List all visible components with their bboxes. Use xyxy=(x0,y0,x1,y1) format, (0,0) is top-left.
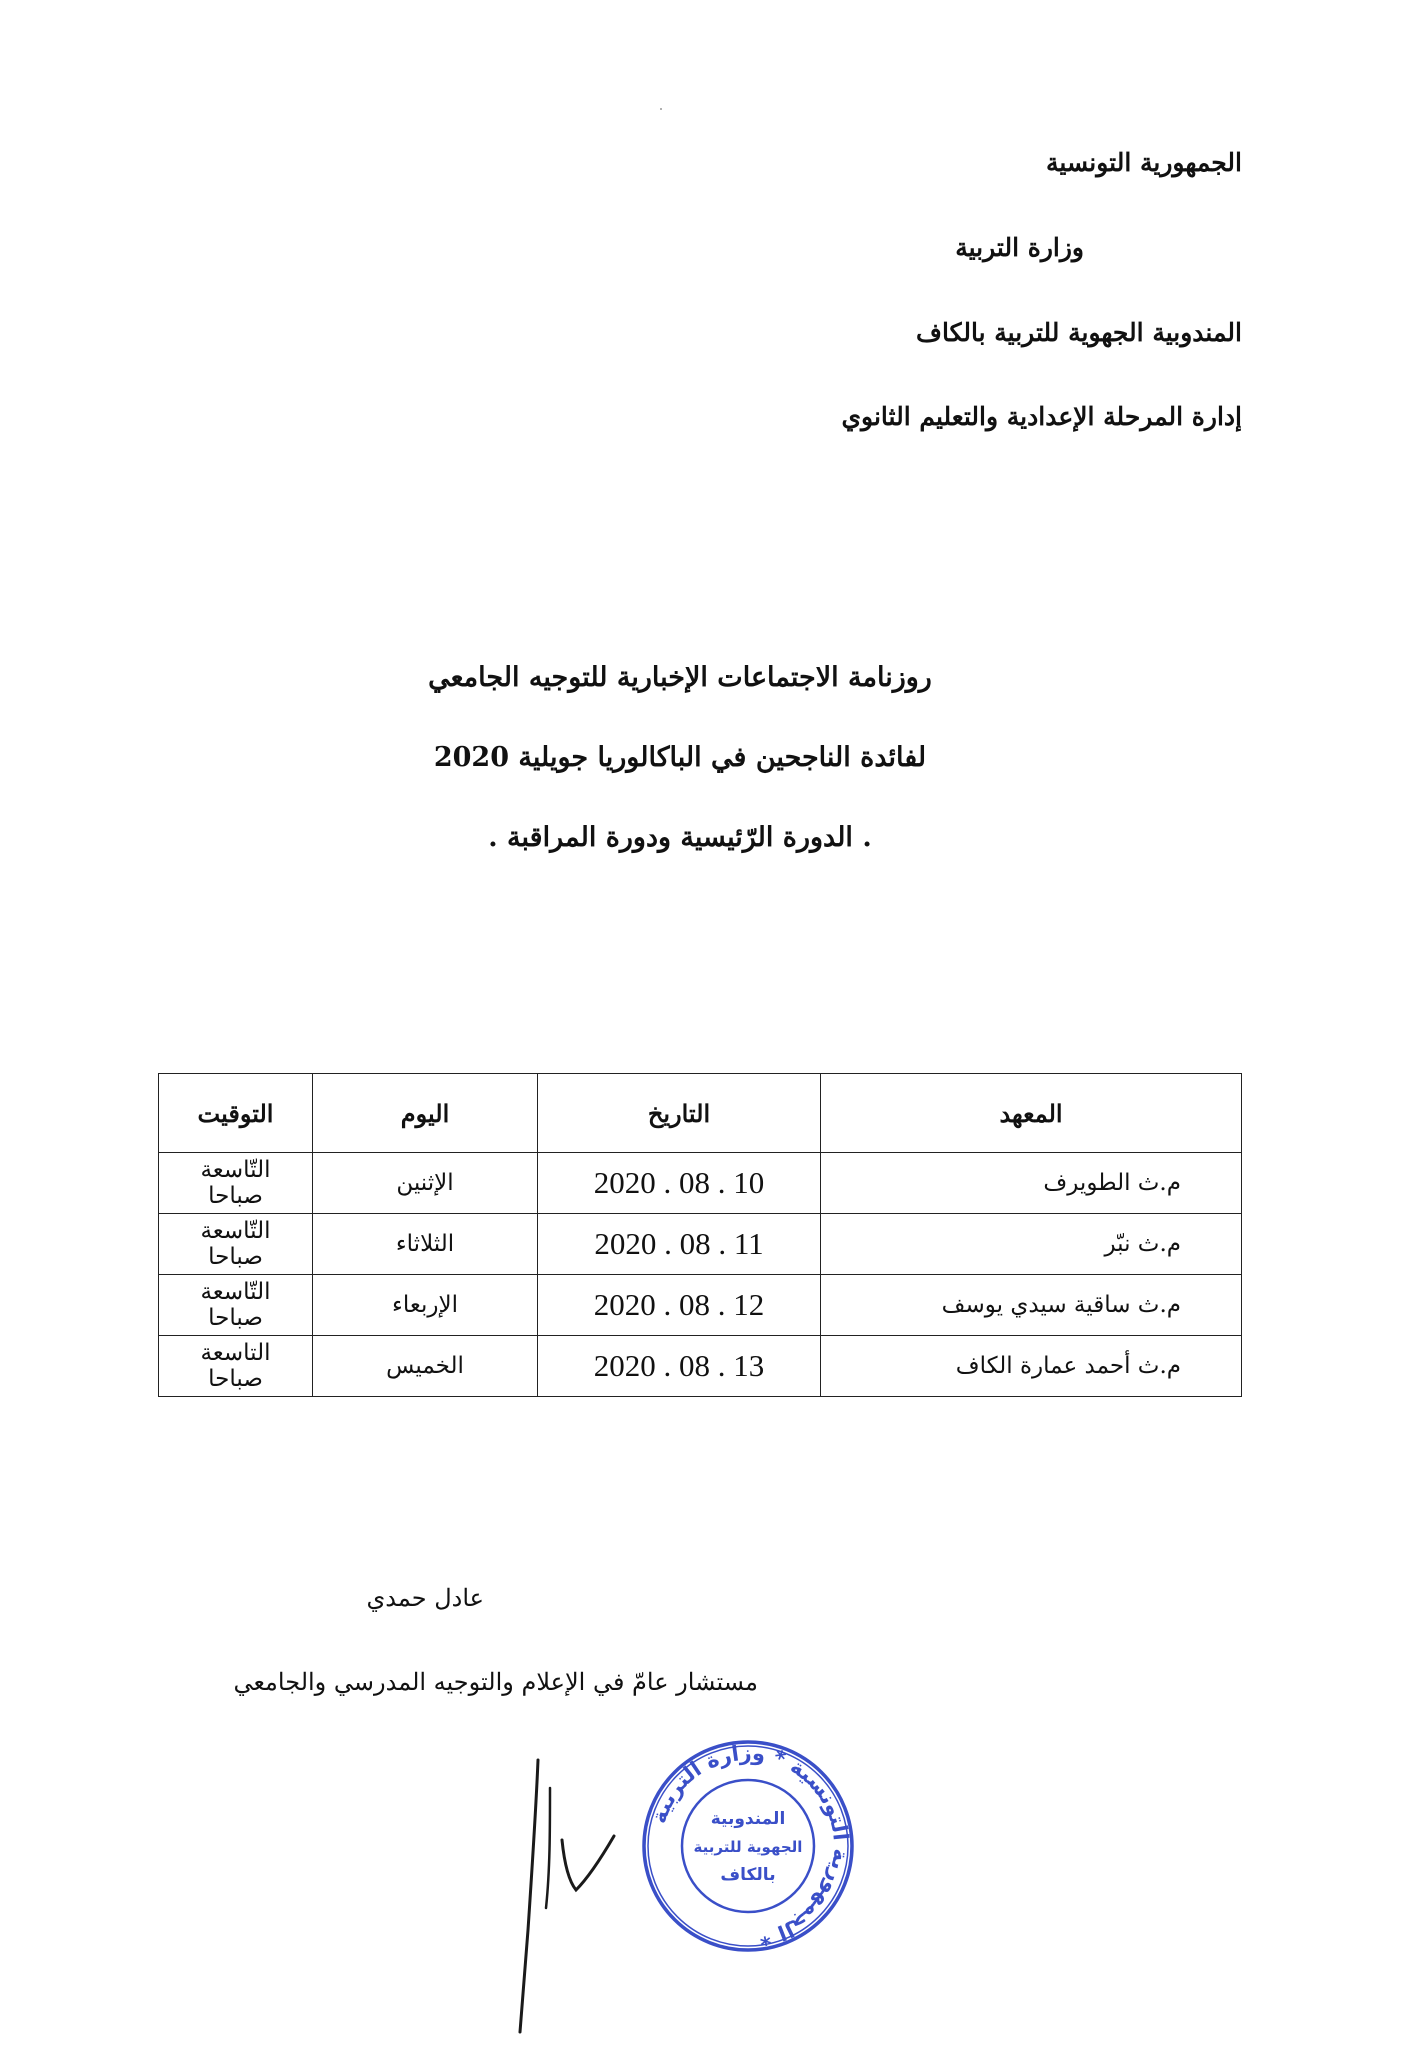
cell-date: 2020 . 08 . 10 xyxy=(538,1153,821,1214)
table-row xyxy=(159,1275,1242,1336)
cell-institute: م.ث أحمد عمارة الكاف xyxy=(821,1336,1242,1397)
table-row xyxy=(159,1153,1242,1214)
cell-date: 2020 . 08 . 13 xyxy=(538,1336,821,1397)
cell-date: 2020 . 08 . 12 xyxy=(538,1275,821,1336)
cell-institute: م.ث نبّر xyxy=(821,1214,1242,1275)
stamp-inner-line-2: الجهوية للتربية xyxy=(693,1838,803,1856)
title-line-3: . الدورة الرّئيسية ودورة المراقبة . xyxy=(488,822,872,853)
header-regional-office: المندوبية الجهوية للتربية بالكاف xyxy=(916,318,1242,347)
scan-speck xyxy=(660,108,662,110)
header-time: التوقيت xyxy=(159,1074,313,1153)
cell-time: التّاسعة صباحا xyxy=(159,1275,313,1336)
stamp-outer-text: الجمهورية التونسية * وزارة التربية * xyxy=(646,1740,854,1951)
cell-institute: م.ث ساقية سيدي يوسف xyxy=(821,1275,1242,1336)
schedule-table xyxy=(158,1073,1242,1397)
title-line-1: روزنامة الاجتماعات الإخبارية للتوجيه الجامعي xyxy=(428,662,932,693)
table-header-row xyxy=(159,1074,1242,1153)
cell-time: التّاسعة صباحا xyxy=(159,1214,313,1275)
header-date: التاريخ xyxy=(538,1074,821,1153)
signatory-name: عادل حمدي xyxy=(366,1584,484,1612)
official-stamp xyxy=(636,1734,860,1958)
cell-day: الخميس xyxy=(313,1336,538,1397)
table-row xyxy=(159,1214,1242,1275)
header-ministry: وزارة التربية xyxy=(955,233,1084,262)
header-republic: الجمهورية التونسية xyxy=(1046,148,1242,177)
header-institute: المعهد xyxy=(821,1074,1242,1153)
stamp-inner-line-1: المندوبية xyxy=(710,1809,786,1829)
cell-day: الإثنين xyxy=(313,1153,538,1214)
header-department: إدارة المرحلة الإعدادية والتعليم الثانوي xyxy=(841,402,1242,431)
table-row xyxy=(159,1336,1242,1397)
cell-time: التّاسعة صباحا xyxy=(159,1153,313,1214)
cell-time: التاسعة صباحا xyxy=(159,1336,313,1397)
cell-date: 2020 . 08 . 11 xyxy=(538,1214,821,1275)
header-day: اليوم xyxy=(313,1074,538,1153)
cell-institute: م.ث الطويرف xyxy=(821,1153,1242,1214)
cell-day: الثلاثاء xyxy=(313,1214,538,1275)
stamp-inner-line-3: بالكاف xyxy=(720,1865,776,1885)
title-line-2: لفائدة الناجحين في الباكالوريا جويلية 2020 xyxy=(433,742,927,773)
handwritten-signature xyxy=(510,1740,630,2040)
signatory-title: مستشار عامّ في الإعلام والتوجيه المدرسي والجامعي xyxy=(233,1668,758,1696)
cell-day: الإربعاء xyxy=(313,1275,538,1336)
